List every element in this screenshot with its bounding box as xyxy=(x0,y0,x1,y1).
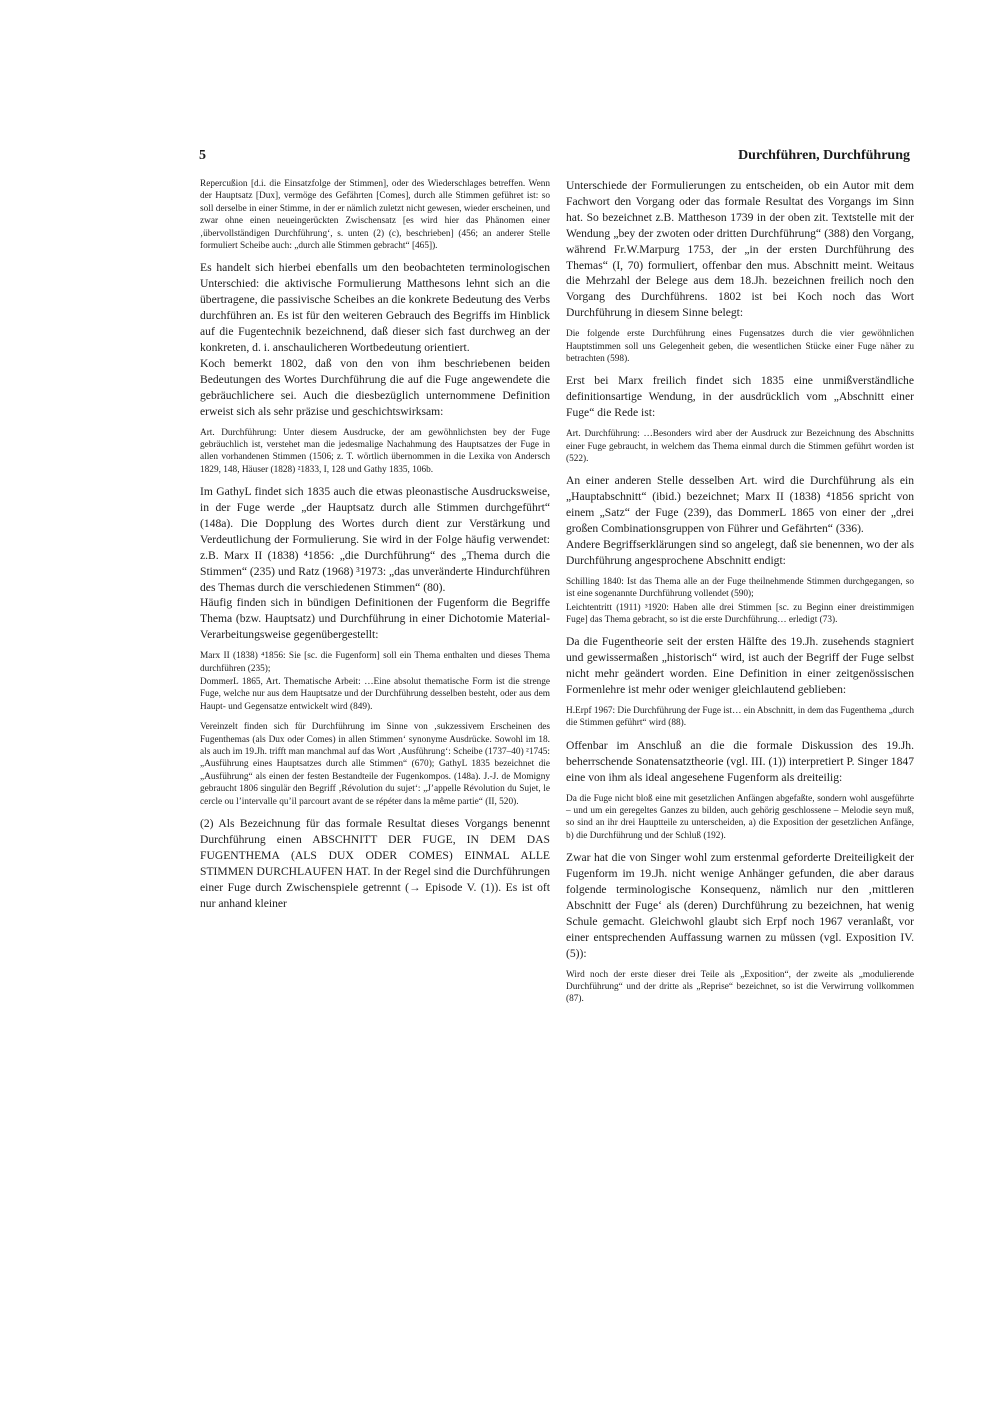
quotation: Leichtentritt (1911) ³1920: Haben alle drei Stimmen [sc. zu Beginn einer dreistimmigen Fuge] das Thema gebracht, so ist die erste Durchführung… erledigt (73). xyxy=(566,602,914,625)
paragraph: An einer anderen Stelle desselben Art. wird die Durchführung als ein „Hauptabschnitt“ (ibid.) bezeichnet; Marx II (1838) ⁴1856 spricht von einem „Satz“ der Fuge (239), das DommerL 1865 von einer der „drei großen Combinationsgruppen von Führer und Gefährten“ (336). xyxy=(566,474,914,536)
quotation: H.Erpf 1967: Die Durchführung der Fuge ist… ein Abschnitt, in dem das Fugenthema „durch die Stimmen geführt“ wird (88). xyxy=(566,706,914,729)
right-column xyxy=(566,178,914,1014)
page-number: 5 xyxy=(199,148,206,163)
paragraph: Unterschiede der Formulierungen zu entscheiden, ob ein Autor mit dem Fachwort den Vorgang oder das formale Resultat des Vorgangs im Sinn hat. So bezeichnet z.B. Mattheson 1739 in der oben zit. Textstelle mit der Wendung „bey der zwoten oder dritten Durchführung“ (388) den Vorgang, während Fr.W.Marpurg 1753, der „in der ersten Durchführung des Themas“ (I, 70) formuliert, offenbar den mus. Abschnitt meint. Weitaus die Mehrzahl der Belege aus dem 18.Jh. bezeichnen freilich noch den Vorgang des Durchführens. 1802 ist bei Koch noch das Wort Durchführung in diesem Sinne belegt: xyxy=(566,179,914,320)
quotation: Repercußion [d.i. die Einsatzfolge der Stimmen], oder des Wiederschlages betreffen. Wenn der Hauptsatz [Dux], vermöge des Gefährten [Comes], durch alle Stimmen geführet ist: so soll derselbe in einer Stimme, in der er nämlich zuletzt nicht gewesen, wieder erscheinen, und zwar ohne einen neueingerückten Zwischensatz [es wird hier das Phänomen einer ‚übervollständigen Durchführung‘, s. unten (2) (c), beschrieben] (456; an anderer Stelle formuliert Scheibe auch: „durch alle Stimmen gebracht“ [465]). xyxy=(200,179,550,252)
paragraph: Zwar hat die von Singer wohl zum erstenmal geforderte Dreiteiligkeit der Fugenform im 19.Jh. nicht wenige Anhänger gefunden, die aber daraus folgende terminologische Konsequenz, nämlich nur den ‚mittleren Abschnitt der Fuge‘ als (deren) Durchführung zu bezeichnen, hat wenig Schule gemacht. Gleichwohl glaubt sich Erpf noch 1967 veranlaßt, vor einer entsprechenden Auffassung warnen zu müssen (vgl. Exposition IV. (5)): xyxy=(566,851,914,960)
quotation: Marx II (1838) ⁴1856: Sie [sc. die Fugenform] soll ein Thema enthalten und dieses Thema durchführen (235); xyxy=(200,651,550,674)
running-head: Durchführen, Durchführung xyxy=(738,148,910,163)
paragraph: Da die Fugentheorie seit der ersten Hälfte des 19.Jh. zusehends stagniert und gewissermaßen „historisch“ wird, ist auch der Begriff der Fuge selbst nicht mehr geändert worden. Eine Definition in einer zeitgenössischen Formenlehre ist mehr oder weniger gleichlautend geblieben: xyxy=(566,635,914,697)
quotation: Die folgende erste Durchführung eines Fugensatzes durch die vier gewöhnlichen Hauptstimmen soll uns Gelegenheit geben, die wesentlichen Stücke einer Fuge näher zu betrachten (598). xyxy=(566,329,914,364)
quotation: Vereinzelt finden sich für Durchführung im Sinne von ‚sukzessivem Erscheinen des Fugenthemas (als Dux oder Comes) in allen Stimmen‘ synonyme Ausdrücke. Sowohl im 18. als auch im 19.Jh. trifft man manchmal auf das Wort ‚Ausführung‘: Scheibe (1737–40) ²1745: „Ausführung eines Hauptsatzes durch alle Stimmen“ (670); GathyL 1835 bezeichnet die „Ausführung“ als einen der festen Bestandteile der Fugenkompos. (148a). J.-J. de Momigny gebraucht 1806 singulär den Begriff ‚Révolution du sujet‘: „J’appelle Révolution du Sujet, le cercle ou l’intervalle qu’il parcourt avant de se répéter dans la même partie“ (II, 520). xyxy=(200,722,550,807)
paragraph: Im GathyL findet sich 1835 auch die etwas pleonastische Ausdrucksweise, in der Fuge werde „der Hauptsatz durch alle Stimmen durchgeführt“ (148a). Die Dopplung des Wortes durch dient zur Verstärkung und Verdeutlichung der Formulierung. Sie wird in der Folge häufig verwendet: z.B. Marx II (1838) ⁴1856: „die Durchführung“ des „Thema durch die Stimmen“ (235) und Ratz (1968) ³1973: „das unveränderte Hindurchführen des Themas durch die verschiedenen Stimmen“ (80). xyxy=(200,485,550,594)
quotation: Art. Durchführung: …Besonders wird aber der Ausdruck zur Bezeichnung des Abschnitts einer Fuge gebraucht, in welchem das Thema einmal durch die Stimmen geführt worden ist (522). xyxy=(566,429,914,464)
section-paragraph: (2) Als Bezeichnung für das formale Resultat dieses Vorgangs benennt Durchführung einen ABSCHNITT DER FUGE, IN DEM DAS FUGENTHEMA (ALS DUX ODER COMES) EINMAL ALLE STIMMEN DURCHLAUFEN HAT. In der Regel sind die Durchführungen einer Fuge durch Zwischenspiele getrennt (→ Episode V. (1)). Es ist oft nur anhand kleiner xyxy=(200,817,550,910)
quotation: Wird noch der erste dieser drei Teile als „Exposition“, der zweite als „modulierende Durchführung“ und der dritte als „Reprise“ bezeichnet, so ist die Verwirrung vollkommen (87). xyxy=(566,969,914,1005)
paragraph: Koch bemerkt 1802, daß von den von ihm beschriebenen beiden Bedeutungen des Wortes Durchführung die auf die Fuge angewendete die gebräuchlichere sei. Auch die diesbezüglich unternommene Definition erweist sich als sehr präzise und geschichtswirksam: xyxy=(200,356,550,418)
paragraph: Häufig finden sich in bündigen Definitionen der Fugenform die Begriffe Thema (bzw. Hauptsatz) und Durchführung in einer Dichotomie Material-Verarbeitungsweise gegenübergestellt: xyxy=(200,596,550,642)
paragraph: Es handelt sich hierbei ebenfalls um den beobachteten terminologischen Unterschied: die aktivische Formulierung Matthesons lehnt sich an die übertragene, die passivische Scheibes an die konkrete Bedeutung des Verbs durchführen an. Es ist für den weiteren Gebrauch des Begriffs im Hinblick auf die Fugentechnik bezeichnend, daß dieser sich fast durchweg an der konkreten, d. i. anschaulicheren Wortbedeutung orientiert. xyxy=(200,261,550,354)
paragraph: Erst bei Marx freilich findet sich 1835 eine unmißverständliche definitionsartige Wendung, in der ausdrücklich vom „Abschnitt einer Fuge“ die Rede ist: xyxy=(566,374,914,420)
paragraph: Andere Begriffserklärungen sind so angelegt, daß sie benennen, wo der als Durchführung angesprochene Abschnitt endigt: xyxy=(566,537,914,567)
quotation: DommerL 1865, Art. Thematische Arbeit: …Eine absolut thematische Form ist die strenge Fuge, welche nur aus dem Hauptsatze und der Durchführung desselben besteht, oder aus dem Haupt- und Gegensatze entwickelt wird (849). xyxy=(200,677,550,712)
quotation: Da die Fuge nicht bloß eine mit gesetzlichen Anfängen abgefaßte, sondern wohl ausgeführte – und um ein geregeltes Ganzes zu bilden, auch gehörig geschlossene – Melodie seyn muß, so sind an ihr drei Hauptteile zu unterscheiden, a) die Exposition der gesetzlichen Anfänge, b) die Durchführung und der Schluß (192). xyxy=(566,793,914,841)
quotation: Art. Durchführung: Unter diesem Ausdrucke, der am gewöhnlichsten bey der Fuge gebräuchlich ist, verstehet man die jedesmalige Nachahmung des Hauptsatzes der Fuge in allen vorhandenen Stimmen (1506; z. T. wörtlich übernommen in die Lexika von Andersch 1829, 148, Häuser (1828) ²1833, I, 128 und Gathy 1835, 106b. xyxy=(200,427,550,475)
left-column xyxy=(200,178,550,919)
quotation: Schilling 1840: Ist das Thema alle an der Fuge theilnehmende Stimmen durchgegangen, so ist eine sogenannte Durchführung vollendet (590); xyxy=(566,576,914,600)
paragraph: Offenbar im Anschluß an die die formale Diskussion des 19.Jh. beherrschende Sonatensatztheorie (vgl. III. (1)) interpretiert P. Singer 1847 eine von ihm als ideal angesehene Fugenform als dreiteilig: xyxy=(566,738,914,784)
